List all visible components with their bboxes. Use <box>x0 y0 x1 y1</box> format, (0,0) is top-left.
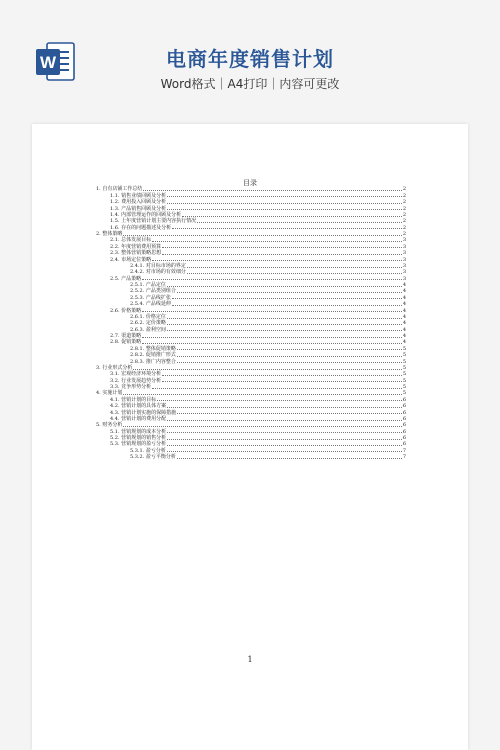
toc-dot-leader <box>177 413 402 414</box>
toc-entry-page: 5 <box>402 358 406 365</box>
page-title: 电商年度销售计划 <box>166 47 334 71</box>
toc-entry-page: 2 <box>402 186 406 193</box>
toc-dot-leader <box>167 330 402 331</box>
toc-entry-page: 3 <box>402 237 406 244</box>
toc-entry-text: 2. 整体策略 <box>96 231 123 237</box>
toc-dot-leader <box>162 254 402 255</box>
toc-dot-leader <box>167 451 402 452</box>
document-page <box>32 124 468 750</box>
toc-entry-page: 6 <box>402 396 406 403</box>
toc-entry-page: 4 <box>402 288 406 295</box>
toc-entry-page: 4 <box>402 313 406 320</box>
toc-dot-leader <box>172 228 402 229</box>
toc-entry-text: 2.5.4. 产品线延伸 <box>130 301 171 308</box>
toc-entry-page: 5 <box>402 377 406 384</box>
toc-entry-text: 1.5. 上年度营销计划主要内容执行情况 <box>110 218 197 225</box>
toc-entry-page: 4 <box>402 326 406 333</box>
toc-entry-page: 7 <box>402 447 406 454</box>
toc-entry[interactable] <box>96 454 406 460</box>
promo-header <box>0 0 500 120</box>
toc-entry-text: 2.1. 总体发展目标 <box>110 237 152 244</box>
toc-entry-text: 5.1. 营销规划的成本分析 <box>110 428 167 435</box>
toc-entry-text: 5. 财务分析 <box>96 422 123 429</box>
toc-entry-text: 2.5.3. 产品线扩张 <box>130 294 171 301</box>
toc-dot-leader <box>167 445 402 446</box>
toc-entry-text: 2.2. 年度营销费用预算 <box>110 243 162 250</box>
toc-entry-page: 2 <box>402 205 406 212</box>
toc-entry-text: 2.8.3. 推广内容整合 <box>130 358 176 365</box>
toc-entry-text: 1.6. 存在的问题描述及分析 <box>110 224 172 231</box>
toc-dot-leader <box>167 439 402 440</box>
toc-dot-leader <box>167 196 402 197</box>
toc-entry-text: 4.3. 营销计划实施的保障措施 <box>110 409 177 416</box>
toc-entry-text: 3.3. 竞争形势分析 <box>110 384 152 390</box>
toc-entry-page: 4 <box>402 301 406 308</box>
toc-entry-text: 2.8.2. 促销推广形式 <box>130 352 176 359</box>
toc-entry-page: 5 <box>402 364 406 371</box>
toc-dot-leader <box>123 394 401 395</box>
toc-entry-page: 6 <box>402 441 406 448</box>
toc-dot-leader <box>123 426 401 427</box>
toc-dot-leader <box>142 279 402 280</box>
toc-dot-leader <box>167 324 402 325</box>
toc-entry-text: 2.6. 价格策略 <box>110 307 142 314</box>
toc-dot-leader <box>142 343 402 344</box>
toc-entry-text: 2.3. 整体营销策略思想 <box>110 250 162 257</box>
toc-dot-leader <box>167 286 402 287</box>
toc-entry-page: 2 <box>402 224 406 231</box>
toc-dot-leader <box>177 458 402 459</box>
toc-dot-leader <box>177 292 402 293</box>
toc-entry-text: 2.8.1. 整体促销策略 <box>130 345 176 352</box>
toc-dot-leader <box>162 247 402 248</box>
toc-entry-text: 1. 自有店铺工作总结 <box>96 186 143 193</box>
page-subtitle: Word格式｜A4打印｜内容可更改 <box>160 77 340 91</box>
toc-entry-text: 2.5. 产品策略 <box>110 275 142 282</box>
toc-dot-leader <box>133 369 401 370</box>
toc-title: 目录 <box>243 179 257 187</box>
toc-entry-text: 2.8. 促销策略 <box>110 339 142 346</box>
toc-entry-page: 6 <box>402 415 406 422</box>
toc-entry-page: 6 <box>402 435 406 441</box>
toc-dot-leader <box>167 318 402 319</box>
toc-entry-page: 3 <box>402 275 406 282</box>
toc-entry-text: 2.6.1. 价格定位 <box>130 313 166 320</box>
toc-entry-page: 6 <box>402 428 406 435</box>
toc-entry-page: 3 <box>402 243 406 250</box>
toc-dot-leader <box>152 260 402 261</box>
word-letter: W <box>39 53 57 72</box>
toc-entry-page: 4 <box>402 339 406 346</box>
toc-entry-page: 5 <box>402 390 406 397</box>
toc-entry-text: 2.5.2. 产品类别组合 <box>130 288 176 295</box>
toc-entry-page: 4 <box>402 333 406 339</box>
toc-entry-page: 5 <box>402 384 406 390</box>
toc-dot-leader <box>157 400 402 401</box>
toc-entry-text: 3.2. 行业发展趋势分析 <box>110 377 162 384</box>
toc-dot-leader <box>167 209 402 210</box>
toc-entry-page: 3 <box>402 262 406 269</box>
toc-dot-leader <box>142 311 402 312</box>
toc-dot-leader <box>177 362 402 363</box>
toc-dot-leader <box>142 337 402 338</box>
toc-entry-page: 6 <box>402 409 406 416</box>
toc-entry-page: 6 <box>402 422 406 429</box>
toc-dot-leader <box>143 190 401 191</box>
toc-entry-page: 4 <box>402 307 406 314</box>
toc-entry-page: 5 <box>402 371 406 378</box>
toc-entry-text: 3. 行业形式分析 <box>96 364 133 371</box>
toc-entry-text: 5.3. 营销规划的盈亏分析 <box>110 441 167 448</box>
toc-entry-text: 5.3.2. 盈亏平衡分析 <box>130 454 176 461</box>
table-of-contents <box>96 186 406 460</box>
toc-dot-leader <box>172 298 402 299</box>
toc-dot-leader <box>152 241 402 242</box>
toc-dot-leader <box>162 381 402 382</box>
toc-entry-page: 4 <box>402 294 406 301</box>
toc-entry-text: 3.1. 宏观经济环境分析 <box>110 371 162 378</box>
toc-entry-page: 4 <box>402 320 406 327</box>
toc-entry-page: 2 <box>402 218 406 225</box>
toc-entry-text: 1.2. 费用投入回顾及分析 <box>110 199 167 206</box>
toc-entry-page: 5 <box>402 345 406 352</box>
toc-dot-leader <box>167 420 402 421</box>
toc-dot-leader <box>197 222 402 223</box>
toc-dot-leader <box>172 305 402 306</box>
toc-entry-page: 2 <box>402 231 406 237</box>
toc-entry-text: 1.4. 内部管理运作的回顾及分析 <box>110 211 182 218</box>
toc-entry-text: 1.3. 产品销售回顾及分析 <box>110 205 167 212</box>
toc-entry-text: 4.1. 营销计划的目标 <box>110 396 157 403</box>
toc-entry-text: 2.7. 渠道策略 <box>110 333 142 339</box>
toc-entry-text: 2.4. 市场定位策略 <box>110 256 152 263</box>
toc-dot-leader <box>152 388 402 389</box>
toc-dot-leader <box>167 432 402 433</box>
toc-entry-page: 3 <box>402 269 406 276</box>
toc-dot-leader <box>187 267 402 268</box>
toc-entry-text: 4. 实施计划 <box>96 390 123 397</box>
toc-dot-leader <box>182 216 402 217</box>
toc-entry-text: 4.4. 营销计划的费用分配 <box>110 415 167 422</box>
toc-entry-text: 5.2. 营销规划的销售分析 <box>110 435 167 441</box>
toc-entry-text: 2.4.1. 对目标市场的界定 <box>130 262 186 269</box>
toc-dot-leader <box>162 375 402 376</box>
toc-entry-text: 5.3.1. 盈亏分析 <box>130 447 166 454</box>
toc-entry-text: 4.2. 营销计划的具体方案 <box>110 403 167 410</box>
toc-entry-page: 2 <box>402 211 406 218</box>
toc-dot-leader <box>123 235 401 236</box>
page-number: 1 <box>247 655 253 664</box>
toc-dot-leader <box>187 273 402 274</box>
toc-entry-page: 6 <box>402 403 406 410</box>
toc-dot-leader <box>177 356 402 357</box>
toc-entry-page: 2 <box>402 199 406 206</box>
toc-entry-text: 2.6.3. 盈利空间 <box>130 326 166 333</box>
toc-entry-page: 7 <box>402 454 406 461</box>
toc-dot-leader <box>167 203 402 204</box>
toc-entry-text: 2.4.2. 对市场的有效细分 <box>130 269 186 276</box>
toc-entry-text: 2.6.2. 定价策略 <box>130 320 166 327</box>
toc-entry-page: 5 <box>402 352 406 359</box>
toc-entry-page: 3 <box>402 256 406 263</box>
toc-entry-text: 2.5.1. 产品定位 <box>130 282 166 288</box>
toc-entry-page: 4 <box>402 282 406 288</box>
toc-entry-text: 1.1. 销售业绩回顾及分析 <box>110 192 167 199</box>
toc-dot-leader <box>177 349 402 350</box>
toc-dot-leader <box>167 407 402 408</box>
toc-entry-page: 3 <box>402 250 406 257</box>
toc-entry-page: 2 <box>402 192 406 199</box>
